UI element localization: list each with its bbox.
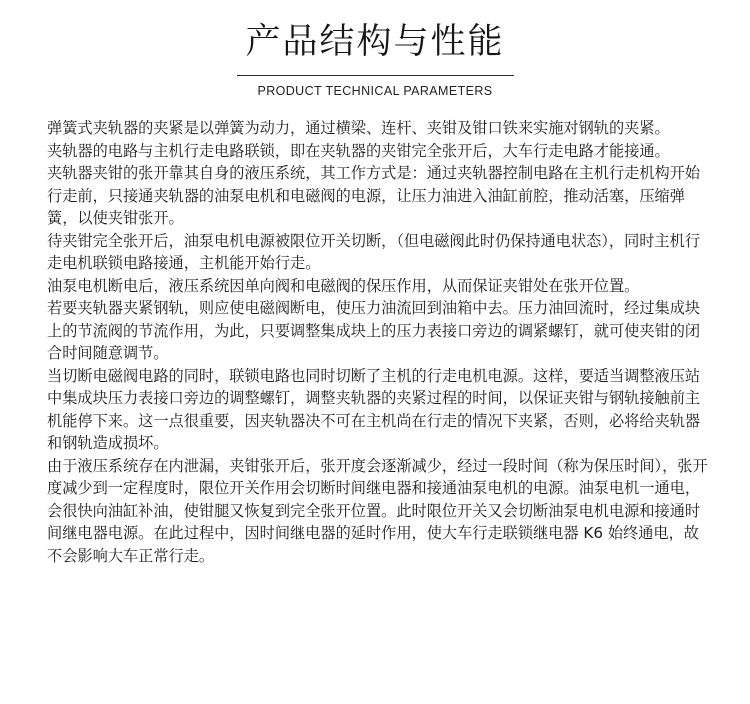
paragraph: 夹轨器夹钳的张开靠其自身的液压系统，其工作方式是：通过夹轨器控制电路在主机行走机构开始行走前，只接通夹轨器的油泵电机和电磁阀的电源，让压力油进入油缸前腔，推动活塞，压缩弹簧，以使夹钳张开。 (47, 164, 701, 227)
page-subtitle: PRODUCT TECHNICAL PARAMETERS (257, 84, 493, 98)
paragraph: 弹簧式夹轨器的夹紧是以弹簧为动力，通过横梁、连杆、夹钳及钳口铁来实施对钢轨的夹紧。 (47, 119, 670, 137)
paragraph: 由于液压系统存在内泄漏，夹钳张开后，张开度会逐渐减少，经过一段时间（称为保压时间），张开度减少到一定程度时，限位开关作用会切断时间继电器和接通油泵电机的电源。油泵电机一通电，会很快向油缸补油，使钳腿又恢复到完全张开位置。此时限位开关又会切断油泵电机电源和接通时间继电器电源。在此过程中，因时间继电器的延时作用，使大车行走联锁继电器 K6 始终通电，故不会影响大车正常行走。 (47, 456, 708, 565)
page-header (0, 18, 750, 100)
paragraph: 待夹钳完全张开后，油泵电机电源被限位开关切断，（但电磁阀此时仍保持通电状态），同时主机行走电机联锁电路接通，主机能开始行走。 (47, 231, 701, 272)
paragraph: 夹轨器的电路与主机行走电路联锁，即在夹轨器的夹钳完全张开后，大车行走电路才能接通。 (47, 141, 670, 160)
paragraph: 当切断电磁阀电路的同时，联锁电路也同时切断了主机的行走电机电源。这样，要适当调整液压站中集成块压力表接口旁边的调整螺钉，调整夹轨器的夹紧过程的时间，以保证夹钳与钢轨接触前主机能停下来。这一点很重要，因夹轨器决不可在主机尚在行走的情况下夹紧，否则，必将给夹轨器和钢轨造成损坏。 (47, 366, 701, 452)
paragraph: 油泵电机断电后，液压系统因单向阀和电磁阀的保压作用，从而保证夹钳处在张开位置。 (47, 276, 640, 295)
paragraph: 若要夹轨器夹紧钢轨，则应使电磁阀断电，使压力油流回到油箱中去。压力油回流时，经过集成块上的节流阀的节流作用，为此，只要调整集成块上的压力表接口旁边的调紧螺钉，就可使夹钳的闭合时间随意调节。 (47, 299, 701, 362)
page-title: 产品结构与性能 (245, 22, 505, 62)
body-text (47, 117, 710, 567)
title-divider (237, 75, 514, 76)
